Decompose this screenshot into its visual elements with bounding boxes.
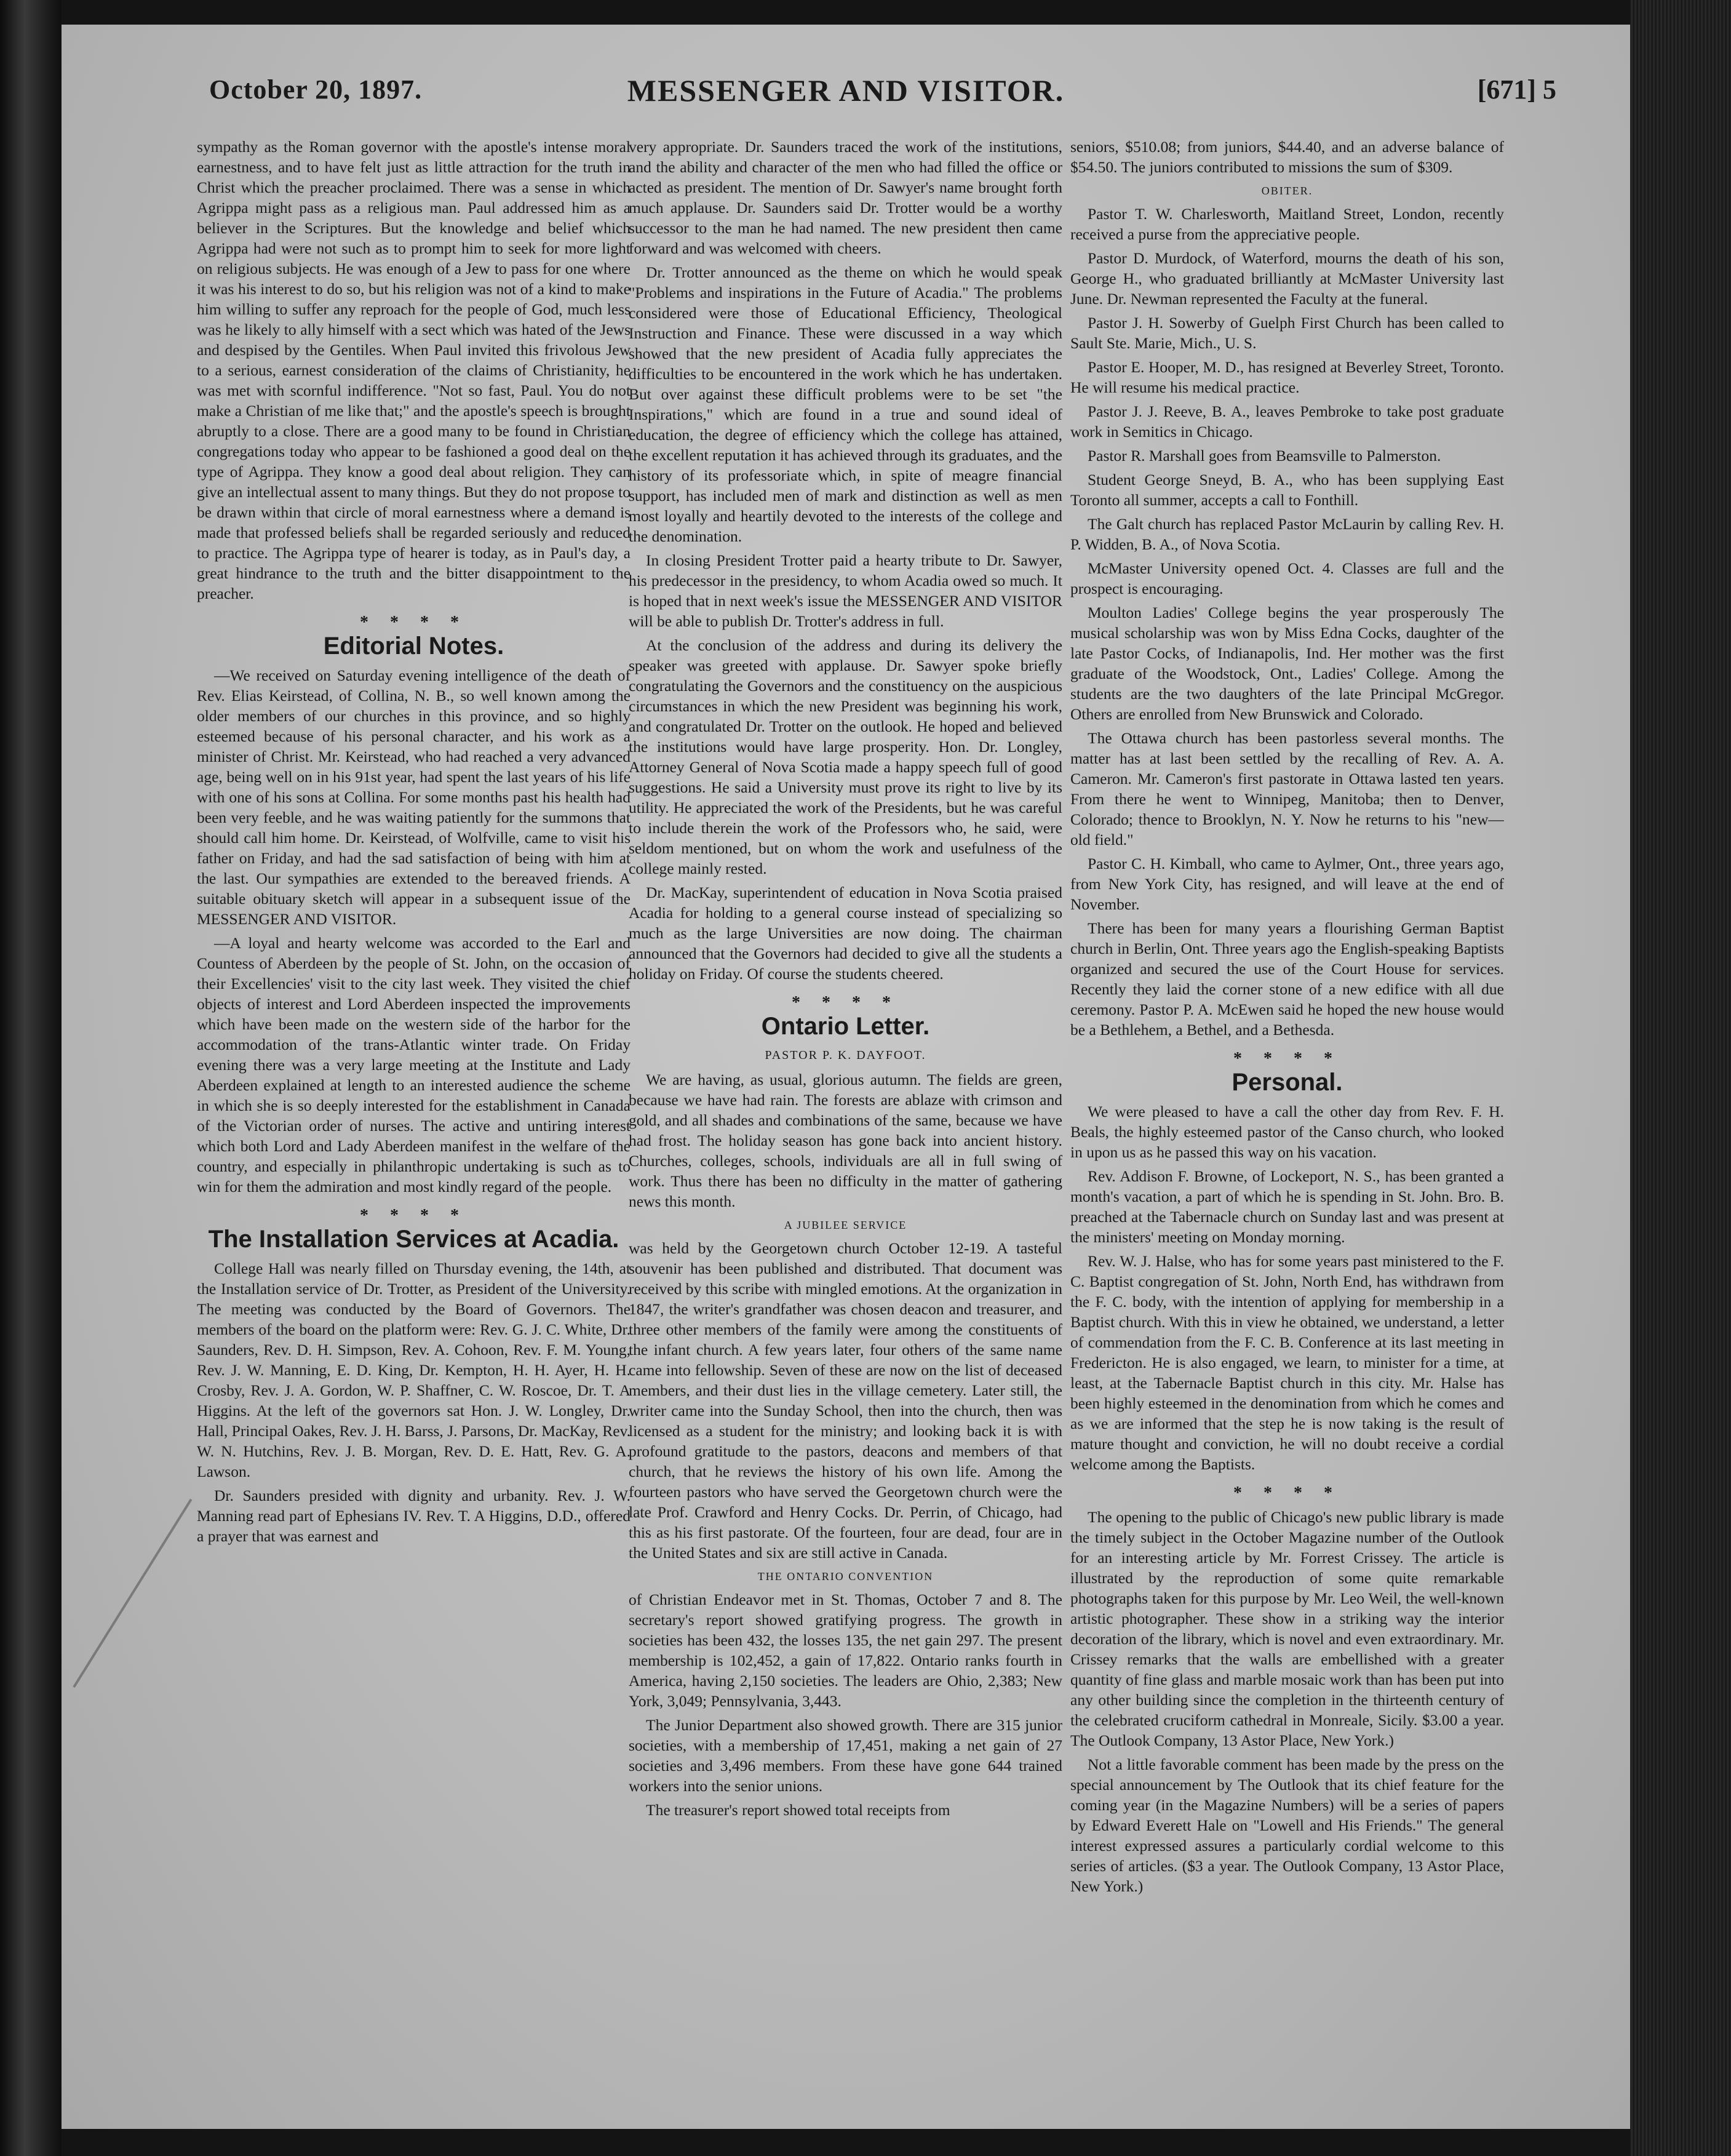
- masthead: [62, 49, 1630, 117]
- editorial-paragraph: —A loyal and hearty welcome was accorded to the Earl and Countess of Aberdeen by the people of St. John, on the occasion of their Excellencies' visit to the city last week. They visited the chief objects of interest and Lord Aberdeen inspected the improvements which have been made on the western side of the harbor for the accommodation of the trans-Atlantic winter trade. On Friday evening there was a very large meeting at the Institute and Lady Aberdeen explained at length to an interested audience the scheme in which she is so deeply interested for the establishment in Canada of the Victorian order of nurses. The active and untiring interest which both Lord and Lady Aberdeen manifest in the welfare of the country, and especially in philanthropic undertaking is such as to win for them the admiration and most kindly regard of the people.: [197, 934, 631, 1196]
- obiter-item: Pastor J. J. Reeve, B. A., leaves Pembroke to take post graduate work in Semitics in Chicago.: [1070, 402, 1504, 441]
- convention-continued-paragraph: seniors, $510.08; from juniors, $44.40, and an adverse balance of $54.50. The juniors contributed to missions the sum of $309.: [1070, 138, 1504, 176]
- installation-continued-paragraph: very appropriate. Dr. Saunders traced the work of the institutions, and the ability and character of the men who had filled the office or acted as president. The mention of Dr. Sawyer's name brought forth much applause. Dr. Saunders said Dr. Trotter would be a worthy successor to the man he had named. The new president then came forward and was welcomed with cheers.: [629, 138, 1062, 257]
- personal-paragraph: We were pleased to have a call the other day from Rev. F. H. Beals, the highly esteemed pastor of the Canso church, who looked in upon us as he passed this way on his vacation.: [1070, 1103, 1504, 1161]
- page-fold-crease: [73, 1499, 192, 1688]
- installation-continued-paragraph: Dr. MacKay, superintendent of education in Nova Scotia praised Acadia for holding to a general course instead of specializing so much as the large Universities are now doing. The chairman announced that the Governors had decided to give all the students a holiday on Friday. Of course the students cheered.: [629, 884, 1062, 983]
- obiter-item: Pastor D. Murdock, of Waterford, mourns the death of his son, George H., who graduated brilliantly at McMaster University last June. Dr. Newman represented the Faculty at the funeral.: [1070, 249, 1504, 308]
- editorial-notes-heading: Editorial Notes.: [323, 633, 504, 660]
- personal-paragraph: Rev. W. J. Halse, who has for some years past ministered to the F. C. Baptist congregation of St. John, North End, has withdrawn from the F. C. body, with the intention of applying for membership in a Baptist church. With this in view he obtained, we understand, a letter of commendation from the F. C. B. Conference at its last meeting in Fredericton. He is also engaged, we learn, to minister for a time, at least, at the Tabernacle Baptist church in this city. Mr. Halse has been highly esteemed in the denomination from which he comes and as we are informed that the step he is now taking is the result of mature thought and conviction, he will no doubt receive a cordial welcome among the Baptists.: [1070, 1252, 1504, 1473]
- convention-subheading: THE ONTARIO CONVENTION: [757, 1570, 934, 1583]
- jubilee-subheading: A JUBILEE SERVICE: [784, 1219, 907, 1231]
- personal-paragraph: Rev. Addison F. Browne, of Lockeport, N. S., has been granted a month's vacation, a part of which he is spending in St. John. Bro. B. preached at the Tabernacle church on Sunday last and was present at the ministers' meeting on Monday morning.: [1070, 1167, 1504, 1246]
- library-paragraph: Not a little favorable comment has been made by the press on the special announcement by The Outlook that its chief feature for the coming year (in the Magazine Numbers) will be a series of papers by Edward Everett Hale on "Lowell and His Friends." The general interest expressed assures a particularly cordial welcome to this series of articles. ($3 a year. The Outlook Company, 13 Astor Place, New York.): [1070, 1755, 1504, 1895]
- personal-heading: Personal.: [1232, 1069, 1343, 1096]
- library-paragraph: The opening to the public of Chicago's new public library is made the timely subject in the October Magazine number of the Outlook for an interesting article by Mr. Forrest Crissey. The article is illustrated by the reproduction of some quite remarkable photographs taken for this purpose by Mr. Leo Weil, the well-known artistic photographer. These show in a striking way the interior decoration of the library, which is novel and even extraordinary. Mr. Crissey remarks that the walls are embellished with a greater quantity of fine glass and marble mosaic work than has been put into any other building since the completion in the thirteenth century of the celebrated cruciform cathedral in Monreale, Sicily. $3.00 a year. The Outlook Company, 13 Astor Place, New York.): [1070, 1508, 1504, 1749]
- section-divider: * * * *: [360, 613, 468, 632]
- section-divider: * * * *: [792, 993, 899, 1012]
- convention-paragraph: The Junior Department also showed growth. There are 315 junior societies, with a membership of 17,451, making a net gain of 27 societies and 3,496 members. From these have gone 644 trained workers into the senior unions.: [629, 1716, 1062, 1795]
- ontario-letter-heading: Ontario Letter.: [761, 1013, 930, 1040]
- jubilee-paragraph: was held by the Georgetown church October 12-19. A tasteful souvenir has been published and distributed. That document was received by this scribe with mingled emotions. At the organization in 1847, the writer's grandfather was chosen deacon and treasurer, and three other members of the family were among the constituents of the infant church. A few years later, four others of the same name came into fellowship. Seven of these are now on the list of deceased members, and their dust lies in the village cemetery. Later still, the writer came into the Sunday School, then into the church, then was licensed as a student for the ministry; and looking back it is with profound gratitude to the pastors, deacons and members of that church, that he reviews the history of his own life. Among the fourteen pastors who have served the Georgetown church were the late Prof. Crawford and Henry Cocks. Dr. Perrin, of Chicago, had this as his first pastorate. Of the fourteen, four are dead, four are in the United States and six are still active in Canada.: [629, 1239, 1062, 1562]
- obiter-item: The Galt church has replaced Pastor McLaurin by calling Rev. H. P. Widden, B. A., of Nova Scotia.: [1070, 515, 1504, 553]
- installation-heading: The Installation Services at Acadia.: [208, 1226, 619, 1253]
- obiter-subheading: OBITER.: [1261, 185, 1313, 197]
- ontario-paragraph: We are having, as usual, glorious autumn. The fields are green, because we have had rain. The forests are ablaze with crimson and gold, and all shades and combinations of the same, because we have had frost. The holiday season has gone back into ancient history. Churches, colleges, schools, individuals are all in full swing of work. Thus there has been no difficulty in the matter of gathering news this month.: [629, 1071, 1062, 1210]
- newspaper-page: [62, 25, 1630, 2129]
- convention-paragraph: of Christian Endeavor met in St. Thomas, October 7 and 8. The secretary's report showed gratifying progress. The growth in societies has been 432, the losses 135, the net gain 297. The present membership is 102,452, a gain of 17,822. Ontario ranks fourth in America, having 2,150 societies. The leaders are Ohio, 2,383; New York, 3,049; Pennsylvania, 3,443.: [629, 1591, 1062, 1710]
- obiter-item: Student George Sneyd, B. A., who has been supplying East Toronto all summer, accepts a call to Fonthill.: [1070, 471, 1504, 509]
- installation-continued-paragraph: At the conclusion of the address and during its delivery the speaker was greeted with applause. Dr. Sawyer spoke briefly congratulating the Governors and the constituency on the auspicious circumstances in which the new President was beginning his work, and congratulated Dr. Trotter on the outlook. He hoped and believed the institutions would have large prosperity. Hon. Dr. Longley, Attorney General of Nova Scotia made a happy speech full of good suggestions. He said a University must prove its right to live by its utility. He appreciated the work of the Presidents, but he was careful to include therein the work of the Professors who, he said, were seldom mentioned, but on whom the work and usefulness of the college mainly rested.: [629, 636, 1062, 877]
- obiter-item: Pastor E. Hooper, M. D., has resigned at Beverley Street, Toronto. He will resume his medical practice.: [1070, 358, 1504, 396]
- ontario-letter-byline: PASTOR P. K. DAYFOOT.: [765, 1048, 926, 1062]
- section-divider: * * * *: [360, 1206, 468, 1225]
- obiter-item: The Ottawa church has been pastorless several months. The matter has at last been settled by the recalling of Rev. A. A. Cameron. Mr. Cameron's first pastorate in Ottawa lasted ten years. From there he went to Winnipeg, Manitoba; then to Denver, Colorado; thence to Brooklyn, N. Y. Now he returns to his "new—old field.": [1070, 729, 1504, 848]
- section-divider: * * * *: [1233, 1049, 1341, 1068]
- convention-paragraph: The treasurer's report showed total receipts from: [646, 1801, 950, 1819]
- obiter-item: Pastor T. W. Charlesworth, Maitland Street, London, recently received a purse from the appreciative people.: [1070, 205, 1504, 243]
- section-divider: * * * *: [1233, 1483, 1341, 1503]
- editorial-paragraph: —We received on Saturday evening intelligence of the death of Rev. Elias Keirstead, of Collina, N. B., so well known among the older members of our churches in this province, and so highly esteemed because of his personal character, and his work as a minister of Christ. Mr. Keirstead, who had reached a very advanced age, being well on in his 91st year, had spent the last years of his life with one of his sons at Collina. For some months past his health had been very feeble, and he was waiting patiently for the summons that should call him home. Dr. Keirstead, of Wolfville, came to visit his father on Friday, and had the sad satisfaction of being with him at the last. Our sympathies are extended to the bereaved friends. A suitable obituary sketch will appear in a subsequent issue of the MESSENGER AND VISITOR.: [197, 666, 631, 928]
- column-1: [197, 137, 631, 2093]
- obiter-item: Pastor C. H. Kimball, who came to Aylmer, Ont., three years ago, from New York City, has resigned, and will leave at the end of November.: [1070, 855, 1504, 913]
- installation-paragraph: Dr. Saunders presided with dignity and urbanity. Rev. J. W. Manning read part of Ephesians IV. Rev. T. A Higgins, D.D., offered a prayer that was earnest and: [197, 1487, 631, 1545]
- installation-paragraph: College Hall was nearly filled on Thursday evening, the 14th, at the Installation service of Dr. Trotter, as President of the University. The meeting was conducted by the Board of Governors. The members of the board on the platform were: Rev. G. J. C. White, Dr. Saunders, Rev. D. H. Simpson, Rev. A. Cohoon, Rev. F. M. Young, Rev. J. W. Manning, E. D. King, Dr. Kempton, H. H. Ayer, H. H. Crosby, Rev. J. A. Gordon, W. P. Shaffner, C. W. Roscoe, Dr. T. A Higgins. At the left of the governors sat Hon. J. W. Longley, Dr. Hall, Principal Oakes, Rev. J. H. Barss, J. Parsons, Dr. MacKay, Rev. W. N. Hutchins, Rev. J. B. Morgan, Rev. D. E. Hatt, Rev. G. A. Lawson.: [197, 1260, 631, 1480]
- column-2: [629, 137, 1062, 2093]
- column-3: [1070, 137, 1504, 2093]
- obiter-item: There has been for many years a flourishing German Baptist church in Berlin, Ont. Three years ago the English-speaking Baptists organized and secured the use of the Court House for services. Recently they laid the corner stone of a new edifice with all due ceremony. Pastor P. A. McEwen said he hoped the new house would be a Bethlehem, a Bethel, and a Bethesda.: [1070, 919, 1504, 1039]
- installation-continued-paragraph: In closing President Trotter paid a hearty tribute to Dr. Sawyer, his predecessor in the presidency, to whom Acadia owed so much. It is hoped that in next week's issue the MESSENGER AND VISITOR will be able to publish Dr. Trotter's address in full.: [629, 551, 1062, 630]
- obiter-item: Moulton Ladies' College begins the year prosperously The musical scholarship was won by Miss Edna Cocks, daughter of the late Pastor Cocks, of Indianapolis, Ind. Her mother was the first graduate of the Woodstock, Ont., Ladies' College. Among the students are the two daughters of the late Principal McGregor. Others are enrolled from New Brunswick and Colorado.: [1070, 604, 1504, 723]
- issue-date: October 20, 1897.: [209, 74, 423, 105]
- page-number: [671] 5: [1477, 74, 1556, 105]
- obiter-item: Pastor J. H. Sowerby of Guelph First Church has been called to Sault Ste. Marie, Mich., U. S.: [1070, 314, 1504, 352]
- binding-gutter: [0, 0, 62, 2156]
- agrippa-paragraph: sympathy as the Roman governor with the apostle's intense moral earnestness, and to have felt just as little attraction for the truth in Christ which the preacher proclaimed. There was a sense in which Agrippa might pass as a religious man. Paul addressed him as a believer in the Scriptures. But the knowledge and belief which Agrippa had were not such as to prompt him to seek for more light on religious subjects. He was enough of a Jew to pass for one where it was his interest to do so, but his religion was not of a kind to make him willing to suffer any reproach for the people of God, much less was he likely to ally himself with a sect which was hated of the Jews and despised by the Gentiles. When Paul invited this frivolous Jew to a serious, earnest consideration of the claims of Christianity, he was met with scornful indifference. "Not so fast, Paul. You do not make a Christian of me like that;" and the apostle's speech is brought abruptly to a close. There are a good many to be found in Christian congregations today who appear to be fashioned a good deal on the type of Agrippa. They know a good deal about religion. They can give an intellectual assent to many things. But they do not propose to be drawn within that circle of moral earnestness where a demand is made that professed beliefs shall be regarded seriously and reduced to practice. The Agrippa type of hearer is today, as in Paul's day, a great hindrance to the truth and the bitter disappointment to the preacher.: [197, 138, 631, 602]
- obiter-item: McMaster University opened Oct. 4. Classes are full and the prospect is encouraging.: [1070, 559, 1504, 597]
- obiter-item: Pastor R. Marshall goes from Beamsville to Palmerston.: [1088, 447, 1441, 465]
- installation-continued-paragraph: Dr. Trotter announced as the theme on which he would speak "Problems and inspirations in the Future of Acadia." The problems considered were those of Educational Efficiency, Theological Instruction and Finance. These were discussed in a way which showed that the new president of Acadia fully appreciates the difficulties to be encountered in the work which he has undertaken. But over against these difficult problems were to be set "the Inspirations," which are found in a true and sound ideal of education, the degree of efficiency which the college has attained, the excellent reputation it has achieved through its graduates, and the history of its professoriate which, in spite of meagre financial support, has included men of mark and distinction as well as men most loyally and heartily devoted to the interests of the college and the denomination.: [629, 263, 1062, 545]
- newspaper-title: MESSENGER AND VISITOR.: [627, 73, 1065, 108]
- page-stack-edge: [1630, 0, 1731, 2156]
